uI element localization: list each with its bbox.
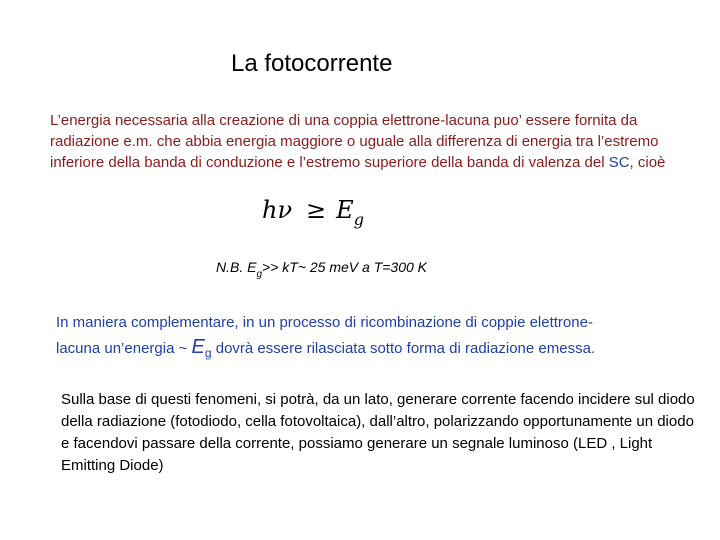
energy-paragraph-end: , cioè bbox=[629, 154, 666, 171]
recombination-line-2 bbox=[56, 335, 696, 365]
energy-paragraph bbox=[50, 110, 690, 173]
recombination-line-2-start: lacuna un’energia ~ bbox=[56, 340, 192, 357]
eg-symbol: E bbox=[191, 336, 205, 358]
recombination-paragraph bbox=[56, 311, 696, 365]
nb-rest: >> kT~ 25 meV a T=300 K bbox=[262, 259, 428, 275]
nota-bene-note bbox=[216, 259, 427, 280]
formula-lhs: hν bbox=[262, 196, 293, 224]
sc-abbreviation: SC bbox=[608, 154, 630, 171]
recombination-line-2-end: dovrà essere rilasciata sotto forma di radiazione emessa. bbox=[211, 340, 596, 357]
eg-subscript: g bbox=[204, 346, 212, 360]
formula-rhs-subscript: g bbox=[353, 210, 364, 229]
nb-prefix: N.B. E bbox=[216, 259, 257, 275]
recombination-line-1: In maniera complementare, in un processo di ricombinazione di coppie elettrone- bbox=[56, 314, 593, 331]
energy-inequality-formula bbox=[262, 196, 364, 229]
energy-paragraph-text: L’energia necessaria alla creazione di una coppia elettrone-lacuna puo’ essere fornita da radiazione e.m. che abbia energia maggiore o uguale alla differenza di energia tra l’estremo inferiore della banda di conduzione e l’estremo superiore della banda di valenza del bbox=[50, 112, 659, 171]
formula-operator: ≥ bbox=[306, 196, 327, 224]
applications-paragraph: Sulla base di questi fenomeni, si potrà, da un lato, generare corrente facendo incidere sul diodo della radiazione (fotodiodo, cella fotovoltaica), dall’altro, polarizzando opportunamente un diodo e facendovi passare della corrente, possiamo generare un segnale luminoso (LED , Light Emitting Diode) bbox=[61, 391, 695, 474]
formula-rhs: E bbox=[336, 196, 354, 224]
nb-subscript: g bbox=[256, 269, 263, 280]
slide-title: La fotocorrente bbox=[231, 50, 393, 77]
